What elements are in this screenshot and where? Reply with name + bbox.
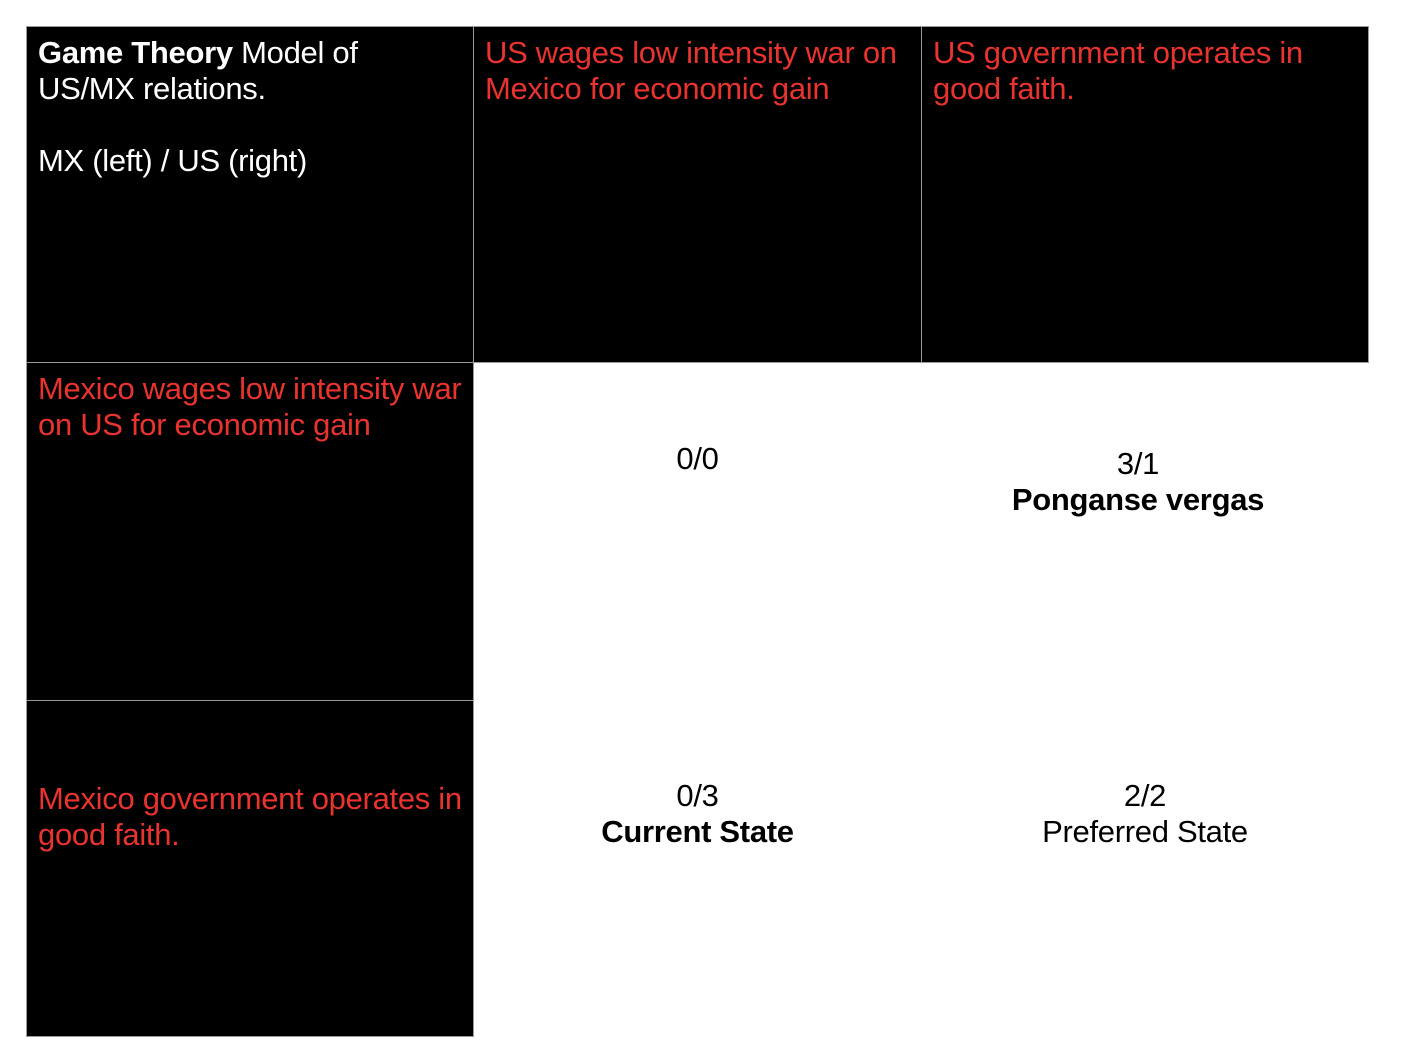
title-bold-text: Game Theory <box>38 35 233 70</box>
payoff-value: 3/1 <box>1116 446 1160 481</box>
column-header-us-good-faith <box>921 26 1369 363</box>
player-legend: MX (left) / US (right) <box>38 143 307 178</box>
matrix-title <box>38 35 462 71</box>
payoff-value: 0/0 <box>676 441 719 476</box>
title-line-2: US/MX relations. <box>38 71 266 106</box>
row-header-mx-war <box>26 362 474 701</box>
column-header-label: US government operates in good faith. <box>933 35 1303 106</box>
payoff-cell-faith-war <box>474 778 921 850</box>
payoff-cell-faith-faith <box>922 778 1368 850</box>
payoff-value: 2/2 <box>1123 778 1167 813</box>
matrix-title-cell <box>26 26 474 363</box>
row-header-label: Mexico government operates in good faith. <box>38 781 462 852</box>
payoff-cell-war-war <box>474 441 921 477</box>
payoff-note: Ponganse vergas <box>1011 482 1265 517</box>
payoff-value: 0/3 <box>676 778 719 813</box>
payoff-note: Current State <box>601 814 794 849</box>
payoff-note: Preferred State <box>1042 814 1248 849</box>
payoff-cell-war-faith <box>922 446 1354 518</box>
column-header-us-war <box>473 26 922 363</box>
row-header-label: Mexico wages low intensity war on US for economic gain <box>38 371 462 442</box>
column-header-label: US wages low intensity war on Mexico for economic gain <box>485 35 897 106</box>
title-text: Model of <box>232 35 358 70</box>
row-header-mx-good-faith <box>26 700 474 1037</box>
